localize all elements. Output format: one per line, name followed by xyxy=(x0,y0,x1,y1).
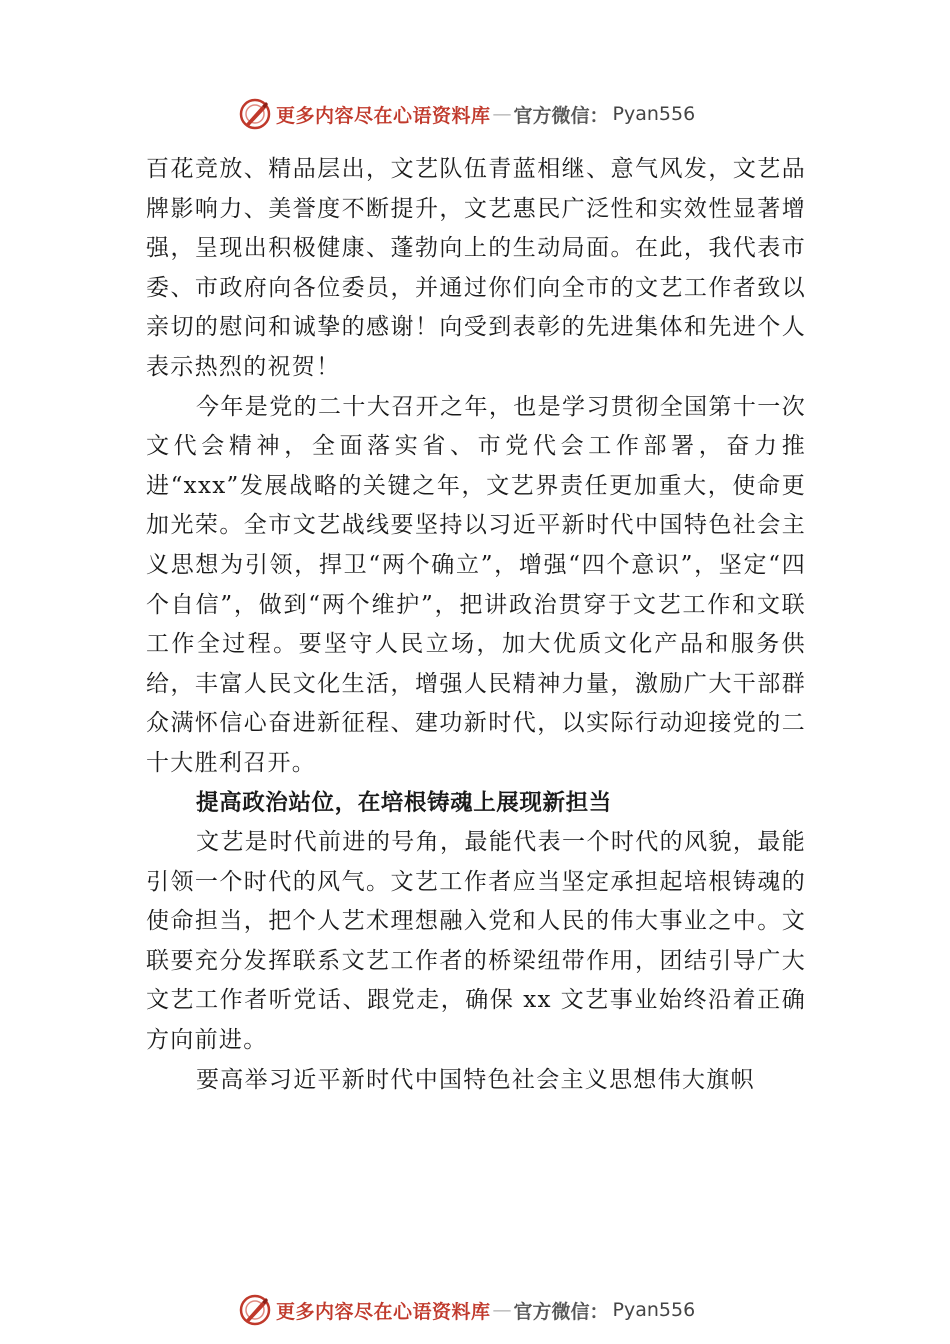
paragraph-4: 要高举习近平新时代中国特色社会主义思想伟大旗帜 xyxy=(196,1066,755,1093)
footer-brand-text: 更多内容尽在心语资料库 xyxy=(276,1300,491,1323)
pen-logo-icon xyxy=(238,1293,272,1327)
footer-dash: — xyxy=(492,1299,512,1321)
footer-banner xyxy=(238,1292,738,1328)
document-body xyxy=(146,150,806,1100)
header-banner xyxy=(238,96,738,132)
header-wechat-id: Pyan556 xyxy=(612,103,696,125)
paragraph-2: 今年是党的二十大召开之年，也是学习贯彻全国第十一次文代会精神，全面落实省、市党代会工作部署，奋力推进“xxx”发展战略的关键之年，文艺界责任更加重大，使命更加光荣。全市文艺战线要坚持以习近平新时代中国特色社会主义思想为引领，捍卫“两个确立”，增强“四个意识”，坚定“四个自信”，做到“两个维护”，把讲政治贯穿于文艺工作和文联工作全过程。要坚守人民立场，加大优质文化产品和服务供给，丰富人民文化生活，增强人民精神力量，激励广大干部群众满怀信心奋进新征程、建功新时代，以实际行动迎接党的二十大胜利召开。 xyxy=(146,393,806,776)
section-heading: 提高政治站位，在培根铸魂上展现新担当 xyxy=(196,789,612,816)
header-brand-text: 更多内容尽在心语资料库 xyxy=(276,104,491,127)
paragraph-1: 百花竞放、精品层出，文艺队伍青蓝相继、意气风发，文艺品牌影响力、美誉度不断提升，文艺惠民广泛性和实效性显著增强，呈现出积极健康、蓬勃向上的生动局面。在此，我代表市委、市政府向各位委员，并通过你们向全市的文艺工作者致以亲切的慰问和诚挚的感谢！向受到表彰的先进集体和先进个人表示热烈的祝贺！ xyxy=(146,156,806,380)
footer-wechat-label: 官方微信： xyxy=(513,1300,609,1323)
header-wechat-label: 官方微信： xyxy=(513,104,609,127)
pen-logo-icon xyxy=(238,97,272,131)
header-dash: — xyxy=(492,103,512,125)
paragraph-3: 文艺是时代前进的号角，最能代表一个时代的风貌，最能引领一个时代的风气。文艺工作者应当坚定承担起培根铸魂的使命担当，把个人艺术理想融入党和人民的伟大事业之中。文联要充分发挥联系文艺工作者的桥梁纽带作用，团结引导广大文艺工作者听党话、跟党走，确保 xx 文艺事业始终沿着正确方向前进。 xyxy=(146,829,806,1054)
footer-wechat-id: Pyan556 xyxy=(612,1299,696,1321)
